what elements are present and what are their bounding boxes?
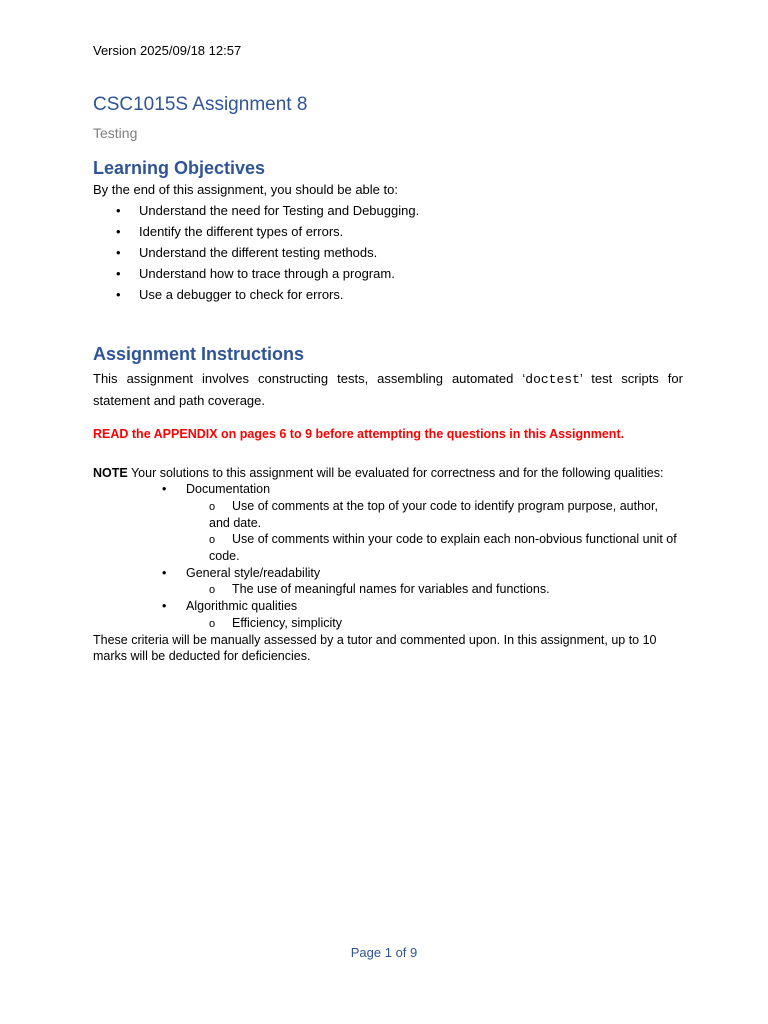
- bullet-icon: •: [116, 266, 121, 281]
- qualities-list: [93, 481, 678, 632]
- page-number: Page 1 of 9: [350, 945, 418, 960]
- circle-bullet-icon: o: [209, 500, 216, 513]
- bullet-icon: •: [162, 565, 167, 580]
- list-item: • Understand the need for Testing and Debugging.: [116, 203, 420, 218]
- note-closing: These criteria will be manually assessed by a tutor and commented upon. In this assignment, up to 10 marks will be deducted for deficiencies.: [93, 632, 657, 664]
- document-title: CSC1015S Assignment 8: [93, 94, 308, 115]
- version-stamp: Version 2025/09/18 12:57: [93, 43, 242, 58]
- note-intro: NOTE Your solutions to this assignment will be evaluated for correctness and for the following qualities:: [93, 466, 664, 480]
- list-item: • General style/readability o The use of meaningful names for variables and functions.: [93, 565, 678, 599]
- assignment-instructions-section: [93, 344, 683, 411]
- note-label: NOTE: [93, 466, 128, 480]
- assignment-instructions-text: This assignment involves constructing tests, assembling automated ‘doctest’ test scripts for statement and path coverage.: [93, 371, 683, 408]
- assignment-instructions-heading: Assignment Instructions: [93, 344, 305, 364]
- learning-objectives-heading: Learning Objectives: [93, 158, 266, 178]
- document-page: [93, 0, 683, 1024]
- sub-list: [186, 615, 678, 632]
- circle-bullet-icon: o: [209, 534, 216, 547]
- bullet-icon: •: [162, 599, 167, 614]
- list-item: o Use of comments at the top of your code to identify program purpose, author, and date.: [209, 498, 658, 530]
- evaluation-note: [93, 465, 678, 665]
- list-item: • Understand how to trace through a program.: [116, 266, 395, 281]
- appendix-warning: READ the APPENDIX on pages 6 to 9 before attempting the questions in this Assignment.: [93, 427, 625, 441]
- list-item: • Identify the different types of errors.: [116, 224, 344, 239]
- list-item: • Understand the different testing methods.: [116, 245, 378, 260]
- document-subtitle: Testing: [93, 125, 138, 141]
- learning-objectives-section: [93, 158, 683, 308]
- sub-list: [186, 581, 678, 598]
- list-item: o Use of comments within your code to explain each non-obvious functional unit of code.: [209, 532, 677, 564]
- list-item: • Documentation o Use of comments at the top of your code to identify program purpose, author, and date. o Use of comments within your code to explain each non-obvious functional unit of code.: [162, 482, 677, 564]
- bullet-icon: •: [162, 482, 167, 497]
- doctest-code: doctest: [525, 372, 580, 387]
- bullet-icon: •: [116, 203, 121, 218]
- circle-bullet-icon: o: [209, 584, 216, 597]
- bullet-icon: •: [116, 224, 121, 239]
- list-item: • Use a debugger to check for errors.: [116, 287, 344, 302]
- list-item: • Algorithmic qualities o Efficiency, simplicity: [93, 598, 678, 632]
- list-item: o The use of meaningful names for variables and functions.: [186, 581, 678, 598]
- sub-list: [186, 498, 678, 565]
- learning-objectives-list: [93, 203, 683, 308]
- bullet-icon: •: [116, 245, 121, 260]
- learning-objectives-intro: By the end of this assignment, you should be able to:: [93, 182, 398, 197]
- circle-bullet-icon: o: [209, 617, 216, 630]
- list-item: o Efficiency, simplicity: [186, 615, 678, 632]
- bullet-icon: •: [116, 287, 121, 302]
